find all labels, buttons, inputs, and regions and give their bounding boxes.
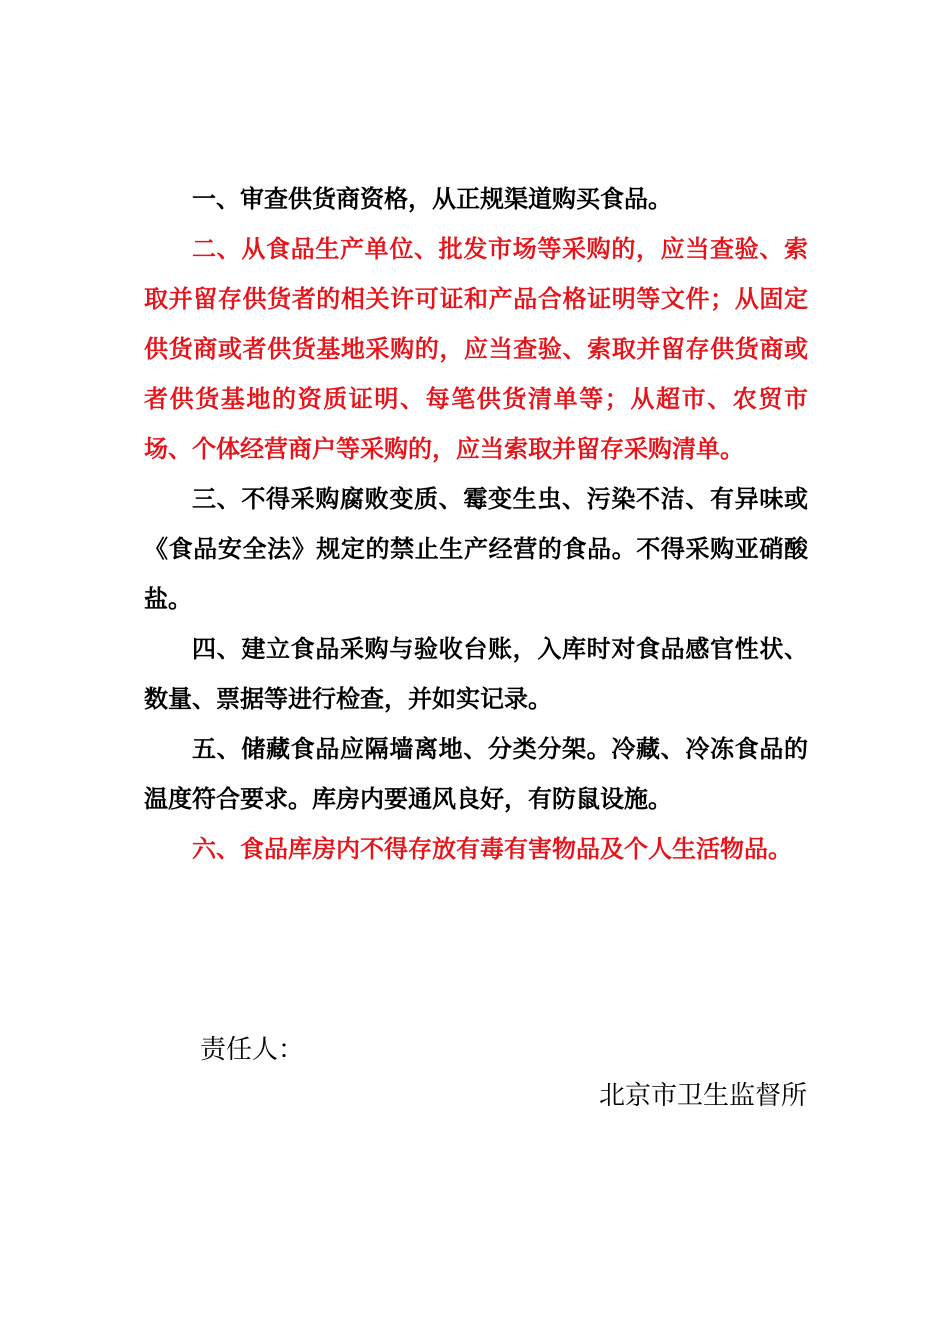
responsible-person-label: 责任人： [200,1035,305,1065]
paragraph-5: 五、储藏食品应隔墙离地、分类分架。冷藏、冷冻食品的温度符合要求。库房内要通风良好，有防鼠设施。 [144,734,808,813]
paragraph-6: 六、食品库房内不得存放有毒有害物品及个人生活物品。 [192,834,792,863]
paragraph-4: 四、建立食品采购与验收台账，入库时对食品感官性状、数量、票据等进行检查，并如实记录。 [144,634,808,713]
paragraph-2: 二、从食品生产单位、批发市场等采购的，应当查验、索取并留存供货者的相关许可证和产品合格证明等文件；从固定供货商或者供货基地采购的，应当查验、索取并留存供货商或者供货基地的资质证明、每笔供货清单等；从超市、农贸市场、个体经营商户等采购的，应当索取并留存采购清单。 [144,234,808,463]
paragraph-3: 三、不得采购腐败变质、霉变生虫、污染不洁、有异味或《食品安全法》规定的禁止生产经营的食品。不得采购亚硝酸盐。 [144,484,808,613]
organization-name: 北京市卫生监督所 [598,1081,807,1111]
regulation-body [144,174,808,874]
paragraph-1: 一、审查供货商资格，从正规渠道购买食品。 [192,184,672,213]
